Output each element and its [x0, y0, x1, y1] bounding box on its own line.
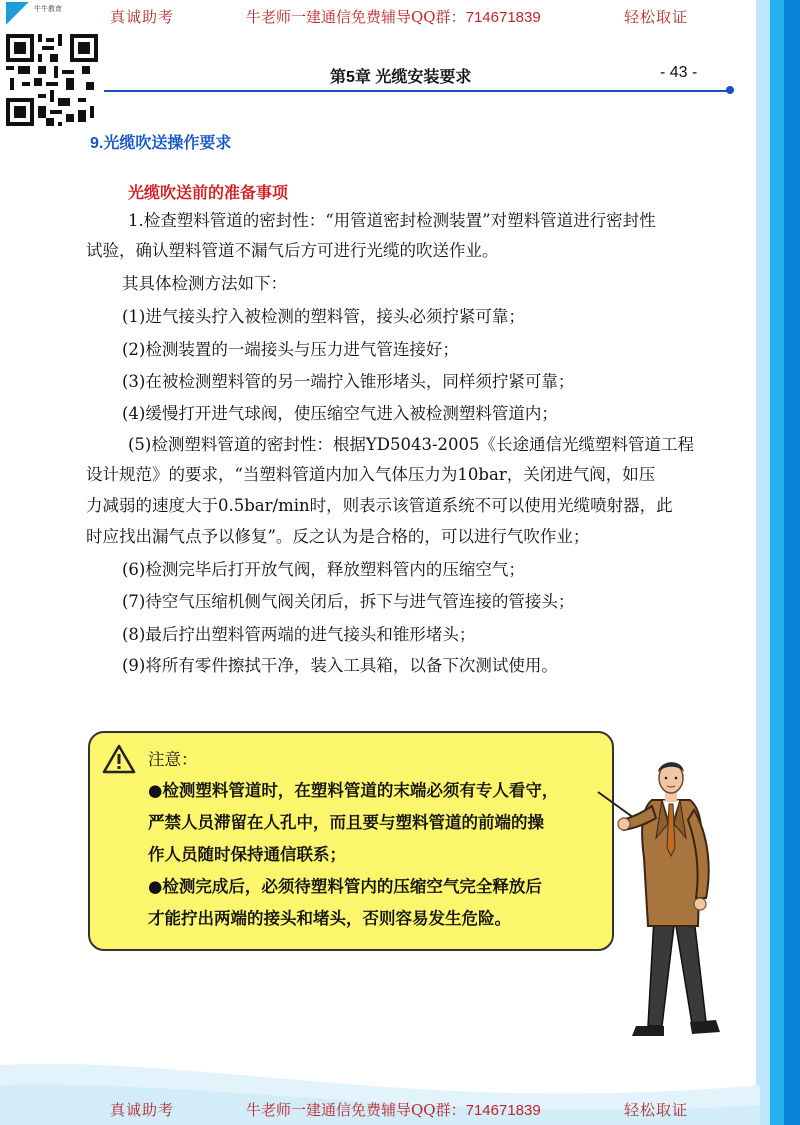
- logo-text: 牛牛教育: [34, 6, 62, 13]
- step-item: (5)检测塑料管道的密封性：根据YD5043-2005《长途通信光缆塑料管道工程: [128, 435, 695, 454]
- section-title: 9.光缆吹送操作要求: [90, 135, 232, 152]
- notice-line: 严禁人员滞留在人孔中，而且要与塑料管道的前端的操: [148, 813, 544, 832]
- step-item-cont: 力减弱的速度大于0.5bar/min时，则表示该管道系统不可以使用光缆喷射器，此: [86, 496, 673, 515]
- step-item: (7)待空气压缩机侧气阀关闭后，拆下与进气管连接的管接头；: [122, 592, 575, 611]
- banner-left-text: 真诚助考: [110, 8, 175, 26]
- step-item: (9)将所有零件擦拭干净，装入工具箱，以备下次测试使用。: [122, 656, 558, 675]
- banner-center-number: 714671839: [465, 9, 541, 26]
- step-item-cont: 时应找出漏气点予以修复”。反之认为是合格的，可以进行气吹作业；: [86, 527, 590, 546]
- edge-stripe-mid: [770, 0, 784, 1125]
- warning-triangle-icon: [102, 744, 136, 774]
- footer-right-text: 轻松取证: [624, 1101, 689, 1119]
- page-number: - 43 -: [660, 64, 698, 81]
- header-rule-dot: [726, 86, 734, 94]
- footer-center-cn: 牛老师一建通信免费辅导QQ群：: [246, 1101, 466, 1119]
- step-item: (4)缓慢打开进气球阀，使压缩空气进入被检测塑料管道内；: [122, 404, 558, 423]
- publisher-logo: [6, 2, 30, 28]
- paragraph-line: 其具体检测方法如下：: [122, 274, 287, 293]
- chapter-title: 第5章 光缆安装要求: [330, 69, 472, 86]
- notice-line: ●检测塑料管道时，在塑料管道的末端必须有专人看守，: [148, 781, 559, 800]
- notice-line: 才能拧出两端的接头和堵头，否则容易发生危险。: [148, 909, 511, 928]
- presenter-illustration: [596, 758, 746, 1040]
- step-item: (3)在被检测塑料管的另一端拧入锥形堵头，同样须拧紧可靠；: [122, 372, 575, 391]
- subsection-title: 光缆吹送前的准备事项: [128, 185, 289, 202]
- qr-code-icon: [6, 34, 98, 126]
- paragraph-line: 试验，确认塑料管道不漏气后方可进行光缆的吹送作业。: [86, 241, 499, 260]
- step-item: (2)检测装置的一端接头与压力进气管连接好；: [122, 340, 459, 359]
- footer-center-number: 714671839: [465, 1102, 541, 1119]
- banner-right-text: 轻松取证: [624, 8, 689, 26]
- notice-line: ●检测完成后，必须待塑料管内的压缩空气完全释放后: [148, 877, 542, 896]
- step-item: (8)最后拧出塑料管两端的进气接头和锥形堵头；: [122, 625, 476, 644]
- notice-title: 注意：: [148, 750, 198, 769]
- header-rule: [104, 90, 730, 92]
- edge-stripe-light: [756, 0, 770, 1125]
- step-item-cont: 设计规范》的要求，“当塑料管道内加入气体压力为10bar，关闭进气阀，如压: [86, 465, 656, 484]
- edge-stripe-dark: [784, 0, 800, 1125]
- step-item: (1)进气接头拧入被检测的塑料管，接头必须拧紧可靠；: [122, 307, 525, 326]
- notice-line: 作人员随时保持通信联系；: [148, 845, 346, 864]
- step-item: (6)检测完毕后打开放气阀，释放塑料管内的压缩空气；: [122, 560, 525, 579]
- banner-center-text: [246, 6, 541, 27]
- footer-left-text: 真诚助考: [110, 1101, 175, 1119]
- footer-center-text: [246, 1099, 541, 1120]
- banner-center-cn: 牛老师一建通信免费辅导QQ群：: [246, 8, 466, 26]
- paragraph-line: 1.检查塑料管道的密封性：“用管道密封检测装置”对塑料管道进行密封性: [128, 211, 656, 230]
